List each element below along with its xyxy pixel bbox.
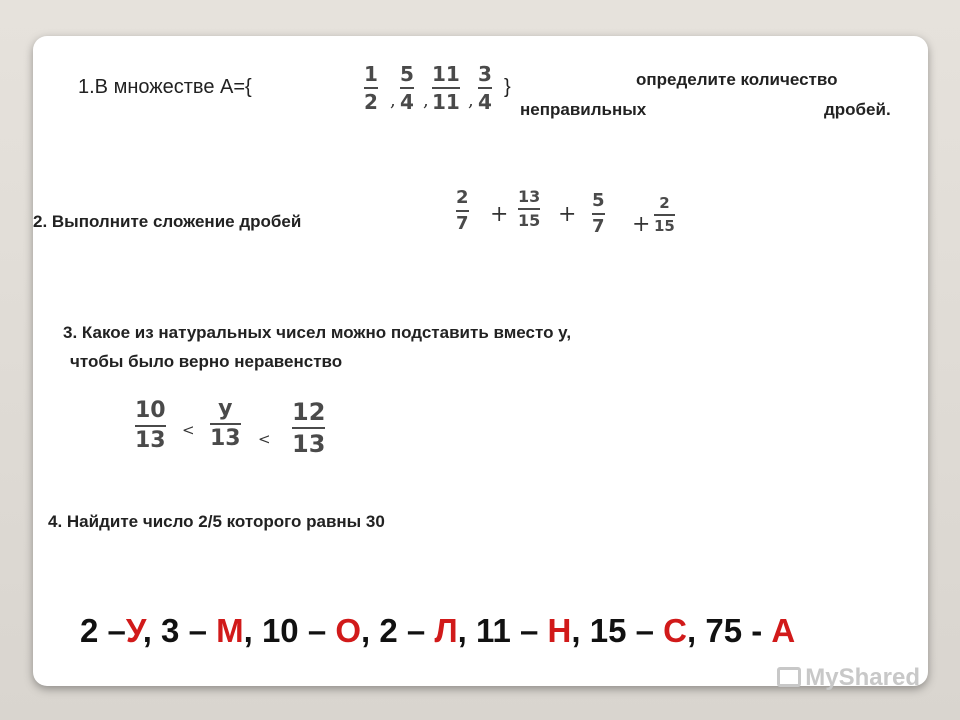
answer-item: 75 - А: [705, 612, 796, 649]
comma: ,: [468, 90, 474, 111]
less-than-sign: <: [258, 430, 271, 448]
task1-text-line2b: дробей.: [824, 100, 891, 119]
fraction: [364, 64, 378, 112]
denominator: 15: [518, 211, 541, 230]
denominator: 7: [456, 213, 469, 234]
comma: ,: [423, 90, 429, 111]
fraction: [135, 400, 166, 452]
numerator: 13: [518, 187, 541, 206]
numerator: 1: [364, 62, 378, 86]
fraction: [432, 64, 460, 112]
answer-key: 2 –У, 3 – М, 10 – О, 2 – Л, 11 – Н, 15 – С, 75 - А: [80, 612, 796, 649]
fraction: [292, 400, 325, 456]
numerator: 10: [135, 398, 166, 423]
numerator: 3: [478, 62, 492, 86]
task4-text: 4. Найдите число 2/5 которого равны 30: [48, 512, 385, 531]
plus-sign: +: [558, 202, 577, 227]
comma: ,: [390, 90, 396, 111]
answer-item: 11 – Н: [475, 612, 572, 649]
answer-item: 10 – О: [261, 612, 362, 649]
numerator: у: [218, 396, 233, 421]
task1-text-line2a: неправильных: [520, 100, 647, 119]
fraction: [478, 64, 492, 112]
fraction: [456, 189, 469, 233]
denominator: 13: [210, 426, 241, 451]
denominator: 7: [592, 216, 605, 237]
task1-prefix: 1.В множестве А={: [78, 76, 252, 98]
denominator: 2: [364, 90, 378, 114]
denominator: 13: [135, 428, 166, 453]
answer-item: 2 – Л: [379, 612, 458, 649]
denominator: 4: [478, 90, 492, 114]
answer-item: 15 – С: [589, 612, 687, 649]
fraction: [592, 192, 605, 236]
numerator: 5: [400, 62, 414, 86]
presentation-icon: [777, 667, 801, 687]
denominator: 11: [432, 90, 460, 114]
fraction: [654, 196, 675, 234]
fraction: [210, 398, 241, 450]
task1-text-line1: определите количество: [636, 70, 838, 89]
numerator: 12: [292, 398, 326, 426]
numerator: 11: [432, 62, 460, 86]
watermark-text: MyShared: [805, 664, 920, 691]
plus-sign: +: [632, 212, 651, 237]
numerator: 2: [659, 194, 670, 212]
plus-sign: +: [490, 202, 509, 227]
task3-line2: чтобы было верно неравенство: [70, 352, 343, 371]
denominator: 13: [292, 430, 326, 458]
task2-text: 2. Выполните сложение дробей: [33, 212, 302, 231]
numerator: 2: [456, 187, 469, 208]
less-than-sign: <: [182, 421, 195, 439]
watermark-logo: [777, 664, 920, 692]
denominator: 15: [654, 217, 675, 235]
fraction: [400, 64, 414, 112]
answer-item: 3 – М: [161, 612, 244, 649]
numerator: 5: [592, 190, 605, 211]
denominator: 4: [400, 90, 414, 114]
task3-line1: 3. Какое из натуральных чисел можно подставить вместо у,: [63, 323, 572, 342]
answer-item: 2 –У: [80, 612, 143, 649]
set-close-brace: }: [504, 76, 511, 98]
fraction: [518, 189, 540, 229]
